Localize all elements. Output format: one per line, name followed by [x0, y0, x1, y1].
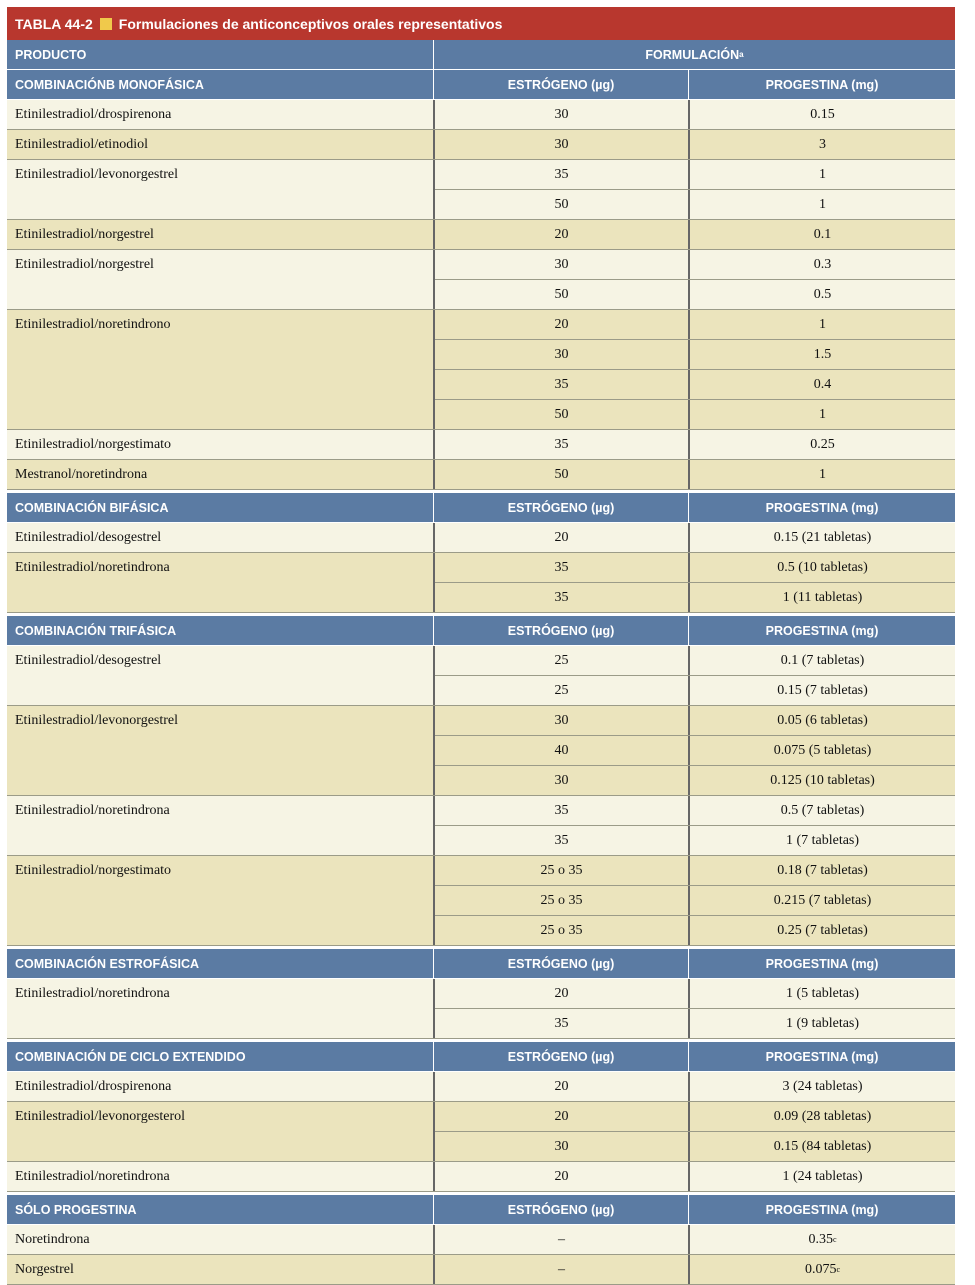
product-name: Etinilestradiol/norgestrel	[15, 227, 154, 242]
product-name: Etinilestradiol/levonorgesterol	[15, 1109, 186, 1124]
estrogen-value: 35	[554, 166, 569, 182]
estrogen-column-header: ESTRÓGENO (µg)	[433, 70, 688, 99]
progestin-amount: 1	[819, 466, 826, 482]
estrogen-value: 35	[554, 1015, 569, 1031]
progestin-value	[688, 250, 955, 279]
progestin-amount: 0.3	[813, 256, 832, 272]
progestin-amount: 0.25	[810, 436, 835, 452]
progestin-column-header: PROGESTINA (mg)	[688, 616, 955, 645]
table-row	[7, 796, 955, 856]
formulation-row	[435, 856, 955, 885]
oral-contraceptives-table	[7, 7, 955, 1285]
progestin-value	[688, 523, 955, 552]
section-title: COMBINACIÓN DE CICLO EXTENDIDO	[15, 1049, 246, 1064]
progestin-value	[688, 856, 955, 885]
progestin-amount: 3 (24 tabletas)	[782, 1078, 863, 1094]
progestin-amount: 0.15 (7 tabletas)	[777, 682, 868, 698]
section-header	[7, 493, 955, 523]
progestin-amount: 0.15	[810, 106, 835, 122]
progestin-value	[688, 1009, 955, 1038]
progestin-value	[688, 430, 955, 459]
product-name: Noretindrona	[15, 1232, 90, 1247]
product-name: Etinilestradiol/noretindrona	[15, 986, 170, 1001]
formulation-row	[435, 825, 955, 855]
estrogen-column-header: ESTRÓGENO (µg)	[433, 949, 688, 978]
product-name: Etinilestradiol/norgestrel	[15, 257, 154, 272]
formulation-values	[433, 706, 955, 795]
product-name: Etinilestradiol/noretindrono	[15, 317, 171, 332]
formulation-row	[435, 100, 955, 129]
formulation-header: FORMULACIÓN a	[433, 40, 955, 69]
estrogen-value: 40	[554, 742, 569, 758]
progestin-amount: 0.5 (10 tabletas)	[777, 559, 868, 575]
progestin-amount: 1 (5 tabletas)	[785, 985, 860, 1001]
table-row	[7, 1162, 955, 1192]
formulation-row	[435, 1131, 955, 1161]
formulation-row	[435, 460, 955, 489]
formulation-row	[435, 1102, 955, 1131]
formulation-values	[433, 310, 955, 429]
progestin-amount: 1.5	[813, 346, 832, 362]
progestin-value	[688, 766, 955, 795]
formulation-row	[435, 220, 955, 249]
table-row	[7, 250, 955, 310]
estrogen-value: 20	[554, 985, 569, 1001]
progestin-value	[688, 400, 955, 429]
formulation-values	[433, 220, 955, 249]
progestin-amount: 0.15 (84 tabletas)	[773, 1138, 872, 1154]
progestin-amount: 1 (24 tabletas)	[782, 1168, 863, 1184]
progestin-amount: 0.1	[813, 226, 832, 242]
section-title: COMBINACIÓN TRIFÁSICA	[15, 623, 177, 638]
formulation-values	[433, 160, 955, 219]
progestin-amount: 0.18 (7 tabletas)	[777, 862, 868, 878]
progestin-value: 0.075 c	[688, 1255, 955, 1284]
table-row	[7, 706, 955, 796]
progestin-value	[688, 1132, 955, 1161]
estrogen-value: 25	[554, 682, 569, 698]
estrogen-value: 35	[554, 559, 569, 575]
progestin-amount: 1	[819, 316, 826, 332]
section-title: SÓLO PROGESTINA	[15, 1202, 137, 1217]
product-name: Etinilestradiol/levonorgestrel	[15, 713, 179, 728]
product-name: Etinilestradiol/norgestimato	[15, 863, 172, 878]
estrogen-column-header: ESTRÓGENO (µg)	[433, 616, 688, 645]
formulation-values	[433, 796, 955, 855]
table-row	[7, 1072, 955, 1102]
title-square-icon	[100, 18, 112, 30]
progestin-amount: 0.1 (7 tabletas)	[780, 652, 865, 668]
estrogen-value: 35	[554, 589, 569, 605]
progestin-value	[688, 706, 955, 735]
product-name: Etinilestradiol/desogestrel	[15, 653, 162, 668]
section-header	[7, 1195, 955, 1225]
estrogen-value: 35	[554, 832, 569, 848]
estrogen-value: 20	[554, 529, 569, 545]
table-title: Formulaciones de anticonceptivos orales representativos	[118, 15, 503, 32]
progestin-value	[688, 190, 955, 219]
progestin-value	[688, 796, 955, 825]
progestin-amount: 0.125 (10 tabletas)	[770, 772, 875, 788]
estrogen-value: 30	[554, 712, 569, 728]
formulation-values	[433, 100, 955, 129]
table-row	[7, 856, 955, 946]
progestin-amount: 1	[819, 406, 826, 422]
progestin-amount: 0.075	[804, 1261, 837, 1277]
formulation-row	[435, 1162, 955, 1191]
product-name: Etinilestradiol/noretindrona	[15, 803, 170, 818]
table-row	[7, 220, 955, 250]
progestin-value	[688, 160, 955, 189]
table-row	[7, 646, 955, 706]
formulation-row	[435, 979, 955, 1008]
progestin-amount: 0.5 (7 tabletas)	[780, 802, 865, 818]
formulation-values	[433, 250, 955, 309]
progestin-amount: 1 (11 tabletas)	[782, 589, 863, 605]
formulation-values	[433, 130, 955, 159]
section-title: COMBINACIÓNB MONOFÁSICA	[15, 77, 204, 92]
formulation-row	[435, 130, 955, 159]
progestin-value	[688, 460, 955, 489]
formulation-values	[433, 1072, 955, 1101]
estrogen-value: 20	[554, 1168, 569, 1184]
formulation-values	[433, 1255, 955, 1284]
estrogen-value: –	[558, 1261, 565, 1277]
table-row	[7, 1102, 955, 1162]
table-row	[7, 310, 955, 430]
formulation-row	[435, 250, 955, 279]
estrogen-column-header: ESTRÓGENO (µg)	[433, 1042, 688, 1071]
formulation-row	[435, 796, 955, 825]
product-name: Etinilestradiol/noretindrona	[15, 560, 170, 575]
progestin-column-header: PROGESTINA (mg)	[688, 1042, 955, 1071]
progestin-amount: 1	[819, 196, 826, 212]
progestin-value	[688, 916, 955, 945]
table-row	[7, 100, 955, 130]
table-row	[7, 1255, 955, 1285]
section-header	[7, 949, 955, 979]
formulation-row	[435, 339, 955, 369]
formulation-row	[435, 915, 955, 945]
estrogen-value: 50	[554, 406, 569, 422]
estrogen-value: 35	[554, 436, 569, 452]
estrogen-value: 25	[554, 652, 569, 668]
progestin-amount: 0.05 (6 tabletas)	[777, 712, 868, 728]
formulation-row	[435, 1225, 955, 1254]
progestin-value: 0.35 c	[688, 1225, 955, 1254]
formulation-row	[435, 369, 955, 399]
formulation-row	[435, 675, 955, 705]
formulation-header-label: FORMULACIÓN	[645, 47, 740, 62]
table-row	[7, 1225, 955, 1255]
progestin-amount: 0.5	[813, 286, 832, 302]
estrogen-value: 30	[554, 772, 569, 788]
formulation-values	[433, 1162, 955, 1191]
progestin-column-header: PROGESTINA (mg)	[688, 949, 955, 978]
formulation-row	[435, 1255, 955, 1284]
formulation-row	[435, 553, 955, 582]
formulation-values	[433, 430, 955, 459]
estrogen-value: 50	[554, 466, 569, 482]
table-row	[7, 553, 955, 613]
estrogen-value: 30	[554, 1138, 569, 1154]
formulation-values	[433, 1225, 955, 1254]
formulation-row	[435, 885, 955, 915]
progestin-amount: 3	[819, 136, 826, 152]
table-row	[7, 130, 955, 160]
progestin-amount: 0.15 (21 tabletas)	[773, 529, 872, 545]
progestin-amount: 1	[819, 166, 826, 182]
table-row	[7, 523, 955, 553]
formulation-row	[435, 582, 955, 612]
formulation-row	[435, 430, 955, 459]
section-title: COMBINACIÓN BIFÁSICA	[15, 500, 169, 515]
table-number: TABLA 44-2	[15, 15, 93, 32]
formulation-row	[435, 160, 955, 189]
progestin-amount: 0.215 (7 tabletas)	[773, 892, 872, 908]
formulation-values	[433, 1102, 955, 1161]
estrogen-value: 20	[554, 1078, 569, 1094]
estrogen-column-header: ESTRÓGENO (µg)	[433, 493, 688, 522]
estrogen-value: 30	[554, 256, 569, 272]
product-name: Etinilestradiol/levonorgestrel	[15, 167, 179, 182]
progestin-amount: 0.075 (5 tabletas)	[773, 742, 872, 758]
column-header-row	[7, 40, 955, 70]
formulation-row	[435, 1008, 955, 1038]
table-row	[7, 979, 955, 1039]
estrogen-value: 25 o 35	[540, 892, 583, 908]
estrogen-column-header: ESTRÓGENO (µg)	[433, 1195, 688, 1224]
estrogen-value: 50	[554, 286, 569, 302]
estrogen-value: 30	[554, 106, 569, 122]
estrogen-value: 30	[554, 346, 569, 362]
formulation-values	[433, 979, 955, 1038]
formulation-row	[435, 399, 955, 429]
product-name: Etinilestradiol/desogestrel	[15, 530, 162, 545]
table-row	[7, 160, 955, 220]
formulation-values	[433, 523, 955, 552]
progestin-value	[688, 676, 955, 705]
progestin-value	[688, 1162, 955, 1191]
section-title: COMBINACIÓN ESTROFÁSICA	[15, 956, 200, 971]
progestin-value	[688, 310, 955, 339]
estrogen-value: 20	[554, 316, 569, 332]
formulation-row	[435, 765, 955, 795]
table-body	[7, 70, 955, 1285]
progestin-value	[688, 340, 955, 369]
product-name: Etinilestradiol/norgestimato	[15, 437, 172, 452]
progestin-value	[688, 826, 955, 855]
progestin-amount: 1 (7 tabletas)	[785, 832, 860, 848]
section-header	[7, 70, 955, 100]
progestin-value	[688, 220, 955, 249]
product-header: PRODUCTO	[15, 47, 87, 62]
formulation-values	[433, 553, 955, 612]
estrogen-value: 25 o 35	[540, 922, 583, 938]
progestin-amount: 0.25 (7 tabletas)	[777, 922, 868, 938]
progestin-column-header: PROGESTINA (mg)	[688, 70, 955, 99]
estrogen-value: 50	[554, 196, 569, 212]
formulation-row	[435, 706, 955, 735]
progestin-amount: 1 (9 tabletas)	[785, 1015, 860, 1031]
formulation-row	[435, 523, 955, 552]
product-name: Etinilestradiol/noretindrona	[15, 1169, 170, 1184]
estrogen-value: 25 o 35	[540, 862, 583, 878]
formulation-row	[435, 646, 955, 675]
product-name: Etinilestradiol/etinodiol	[15, 137, 148, 152]
progestin-amount: 0.4	[813, 376, 832, 392]
formulation-row	[435, 279, 955, 309]
progestin-column-header: PROGESTINA (mg)	[688, 1195, 955, 1224]
estrogen-value: 20	[554, 1108, 569, 1124]
table-row	[7, 430, 955, 460]
estrogen-value: 30	[554, 136, 569, 152]
progestin-value	[688, 100, 955, 129]
section-header	[7, 1042, 955, 1072]
estrogen-value: 35	[554, 376, 569, 392]
progestin-value	[688, 979, 955, 1008]
progestin-value	[688, 370, 955, 399]
formulation-row	[435, 189, 955, 219]
progestin-value	[688, 1102, 955, 1131]
progestin-amount: 0.09 (28 tabletas)	[773, 1108, 872, 1124]
progestin-value	[688, 280, 955, 309]
formulation-row	[435, 735, 955, 765]
progestin-amount: 0.35	[808, 1231, 833, 1247]
estrogen-value: –	[558, 1231, 565, 1247]
progestin-value	[688, 886, 955, 915]
progestin-value	[688, 553, 955, 582]
formulation-values	[433, 646, 955, 705]
progestin-column-header: PROGESTINA (mg)	[688, 493, 955, 522]
product-name: Etinilestradiol/drospirenona	[15, 1079, 172, 1094]
estrogen-value: 20	[554, 226, 569, 242]
formulation-row	[435, 310, 955, 339]
table-row	[7, 460, 955, 490]
section-header	[7, 616, 955, 646]
progestin-value	[688, 130, 955, 159]
product-name: Mestranol/noretindrona	[15, 467, 148, 482]
progestin-value	[688, 646, 955, 675]
estrogen-value: 35	[554, 802, 569, 818]
product-name: Etinilestradiol/drospirenona	[15, 107, 172, 122]
progestin-value	[688, 736, 955, 765]
formulation-values	[433, 856, 955, 945]
formulation-row	[435, 1072, 955, 1101]
progestin-value	[688, 583, 955, 612]
formulation-values	[433, 460, 955, 489]
progestin-value	[688, 1072, 955, 1101]
table-title-bar	[7, 7, 955, 40]
product-name: Norgestrel	[15, 1262, 74, 1277]
